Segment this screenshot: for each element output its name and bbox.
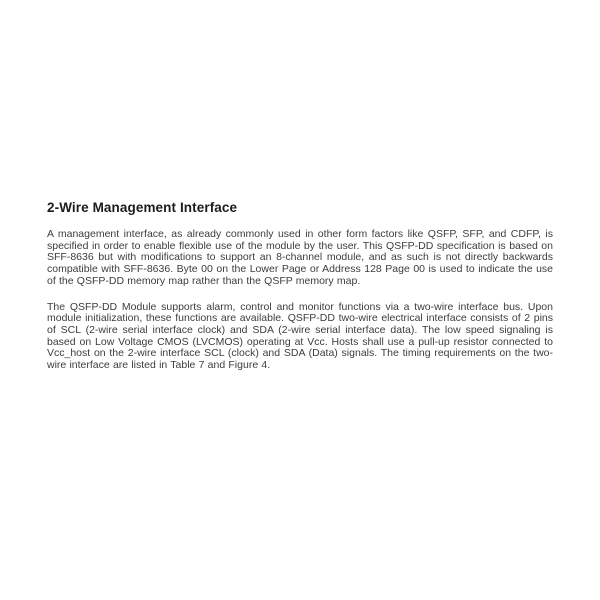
text-line: module initialization, these functions are available. QSFP-DD two-wire electrical interface consists of 2 pins <box>47 312 553 325</box>
text-line: wire interface are listed in Table 7 and Figure 4. <box>47 359 271 372</box>
paragraph-2 <box>47 302 553 372</box>
text-line: compatible with SFF-8636. Byte 00 on the Lower Page or Address 128 Page 00 is used to indicate the use <box>47 263 553 276</box>
text-line: A management interface, as already commonly used in other form factors like QSFP, SFP, and CDFP, is <box>47 228 553 240</box>
document-content <box>47 200 553 372</box>
text-line: specified in order to enable flexible use of the module by the user. This QSFP-DD specification is based on <box>47 239 553 252</box>
section-heading: 2-Wire Management Interface <box>47 200 238 215</box>
text-line: of the QSFP-DD memory map rather than the QSFP memory map. <box>47 274 361 287</box>
paragraph-1 <box>47 229 553 288</box>
text-line: Vcc_host on the 2-wire interface SCL (clock) and SDA (Data) signals. The timing requirements on the two- <box>47 347 553 360</box>
text-line: SFF-8636 but with modifications to support an 8-channel module, and as such is not directly backwards <box>47 251 553 264</box>
text-line: The QSFP-DD Module supports alarm, control and monitor functions via a two-wire interface bus. Upon <box>47 300 553 313</box>
text-line: of SCL (2-wire serial interface clock) and SDA (2-wire serial interface data). The low speed signaling is <box>47 323 553 336</box>
text-line: based on Low Voltage CMOS (LVCMOS) operating at Vcc. Hosts shall use a pull-up resistor connected to <box>47 335 553 348</box>
